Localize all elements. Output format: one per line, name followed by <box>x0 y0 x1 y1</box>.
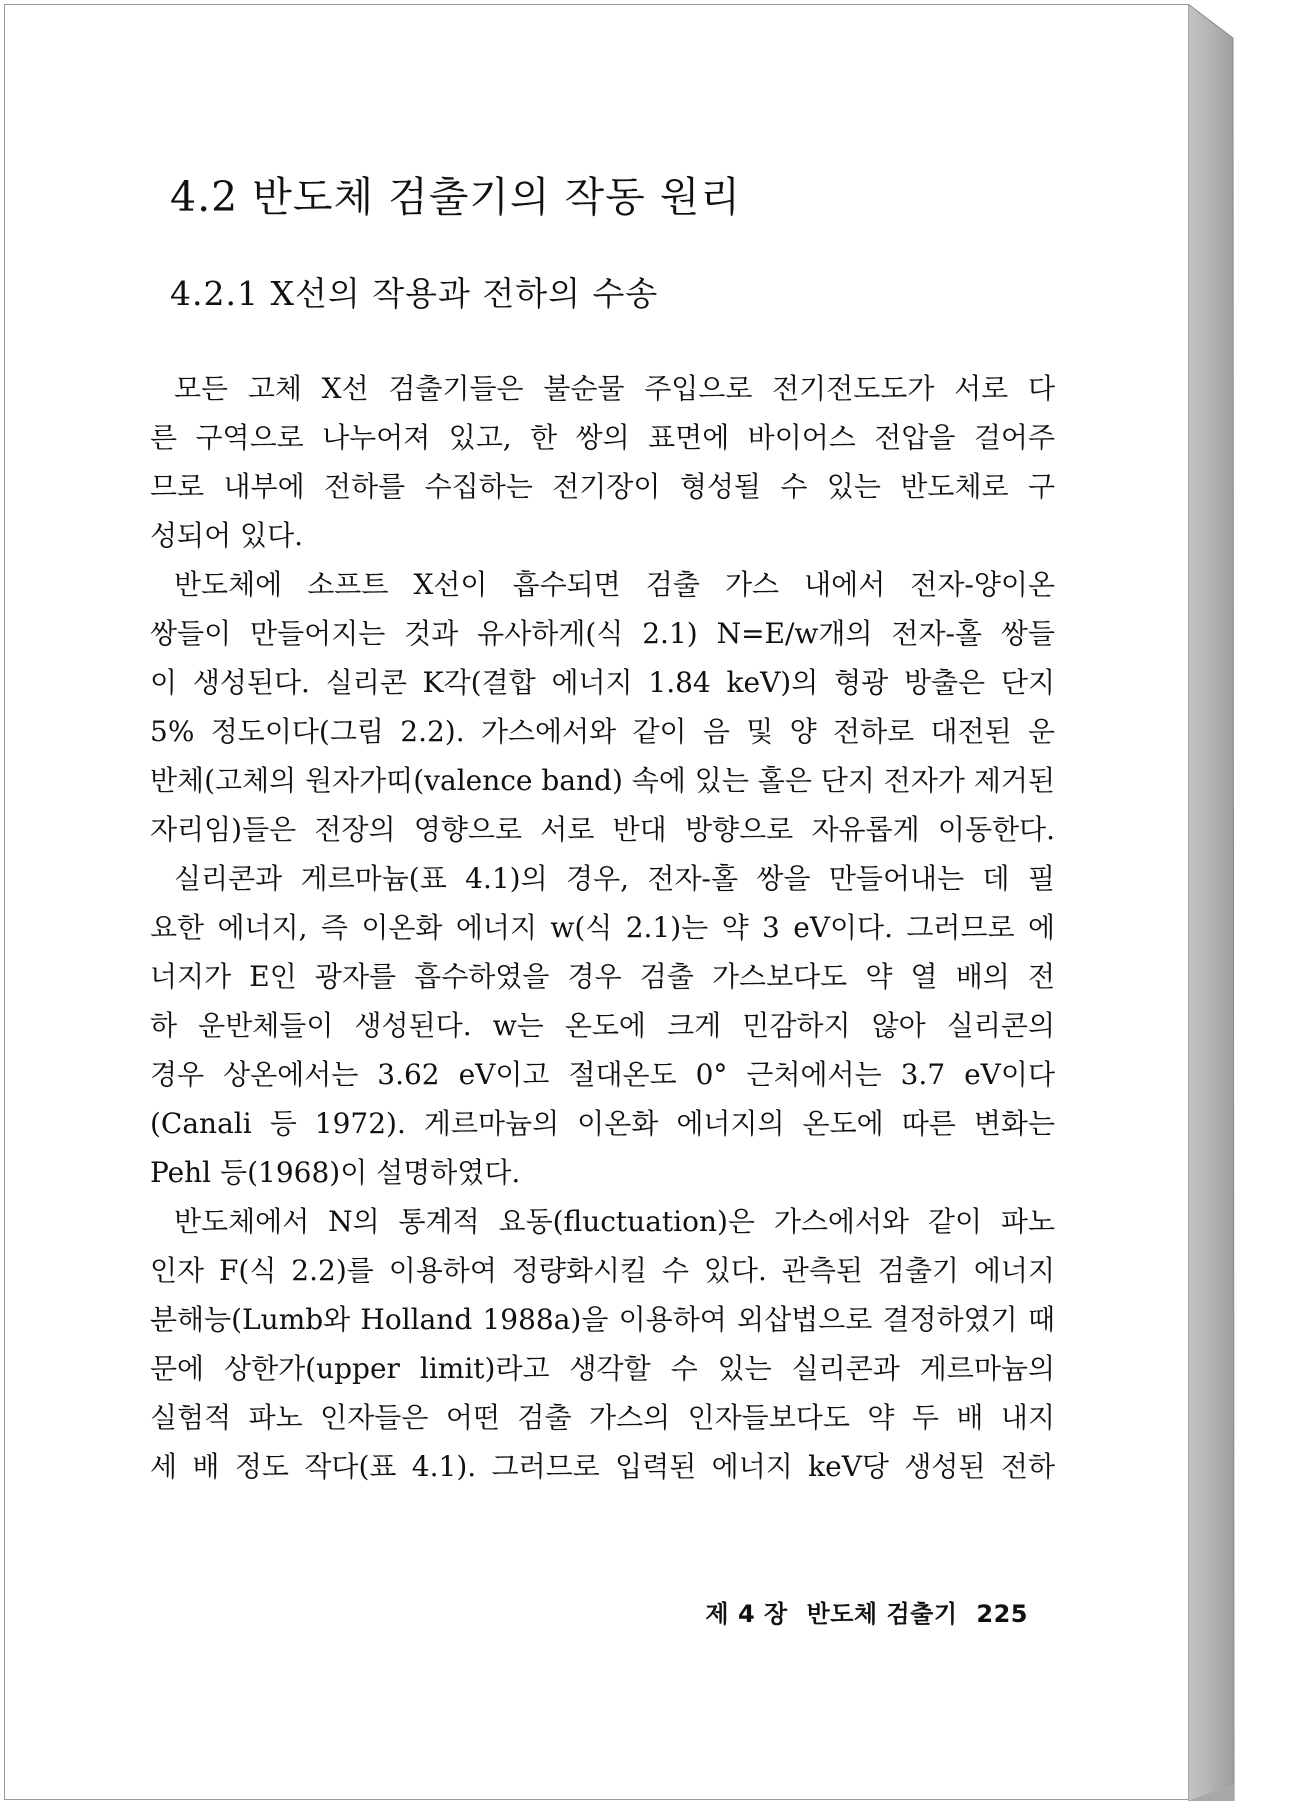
body-line: 인자 F(식 2.2)를 이용하여 정량화시킬 수 있다. 관측된 검출기 에너지 <box>150 1254 1055 1287</box>
chapter-title: 반도체 검출기 <box>806 1600 958 1628</box>
body-line: 반도체에 소프트 X선이 흡수되면 검출 가스 내에서 전자-양이온 <box>174 568 1055 601</box>
page-footer <box>705 1594 1028 1629</box>
body-line: 이 생성된다. 실리콘 K각(결합 에너지 1.84 keV)의 형광 방출은 단지 <box>150 666 1055 699</box>
body-line: (Canali 등 1972). 게르마늄의 이온화 에너지의 온도에 따른 변화는 <box>150 1107 1055 1140</box>
body-line: 분해능(Lumb와 Holland 1988a)을 이용하여 외삽법으로 결정하였기 때 <box>150 1303 1055 1336</box>
body-line: 세 배 정도 작다(표 4.1). 그러므로 입력된 에너지 keV당 생성된 전하 <box>150 1450 1055 1483</box>
body-line: 경우 상온에서는 3.62 eV이고 절대온도 0° 근처에서는 3.7 eV이다 <box>150 1058 1055 1091</box>
body-line: 요한 에너지, 즉 이온화 에너지 w(식 2.1)는 약 3 eV이다. 그러므로 에 <box>150 911 1055 944</box>
subsection-title: 4.2.1 X선의 작용과 전하의 수송 <box>170 274 659 313</box>
body-line: 문에 상한가(upper limit)라고 생각할 수 있는 실리콘과 게르마늄의 <box>150 1352 1055 1385</box>
body-line: 른 구역으로 나누어져 있고, 한 쌍의 표면에 바이어스 전압을 걸어주 <box>150 421 1055 454</box>
page-stack-edge <box>1188 4 1288 1801</box>
body-line: Pehl 등(1968)이 설명하였다. <box>150 1156 521 1189</box>
body-line: 므로 내부에 전하를 수집하는 전기장이 형성될 수 있는 반도체로 구 <box>150 470 1055 503</box>
page-number: 225 <box>976 1600 1028 1628</box>
body-line: 5% 정도이다(그림 2.2). 가스에서와 같이 음 및 양 전하로 대전된 운 <box>150 715 1055 748</box>
body-line: 반체(고체의 원자가띠(valence band) 속에 있는 홀은 단지 전자가 제거된 <box>150 764 1055 797</box>
body-line: 실험적 파노 인자들은 어떤 검출 가스의 인자들보다도 약 두 배 내지 <box>150 1401 1055 1434</box>
body-line: 하 운반체들이 생성된다. w는 온도에 크게 민감하지 않아 실리콘의 <box>150 1009 1055 1042</box>
body-line: 실리콘과 게르마늄(표 4.1)의 경우, 전자-홀 쌍을 만들어내는 데 필 <box>174 862 1055 895</box>
body-line: 쌍들이 만들어지는 것과 유사하게(식 2.1) N=E/w개의 전자-홀 쌍들 <box>150 617 1055 650</box>
body-line: 반도체에서 N의 통계적 요동(fluctuation)은 가스에서와 같이 파노 <box>174 1205 1055 1238</box>
section-title: 4.2 반도체 검출기의 작동 원리 <box>170 173 741 221</box>
body-text <box>150 364 1055 1491</box>
chapter-label: 제 4 장 <box>705 1600 788 1628</box>
body-line: 모든 고체 X선 검출기들은 불순물 주입으로 전기전도도가 서로 다 <box>174 372 1055 405</box>
body-line: 너지가 E인 광자를 흡수하였을 경우 검출 가스보다도 약 열 배의 전 <box>150 960 1055 993</box>
body-line: 자리임)들은 전장의 영향으로 서로 반대 방향으로 자유롭게 이동한다. <box>150 813 1055 846</box>
page-edge-shading <box>1188 4 1288 1801</box>
body-line: 성되어 있다. <box>150 519 304 552</box>
